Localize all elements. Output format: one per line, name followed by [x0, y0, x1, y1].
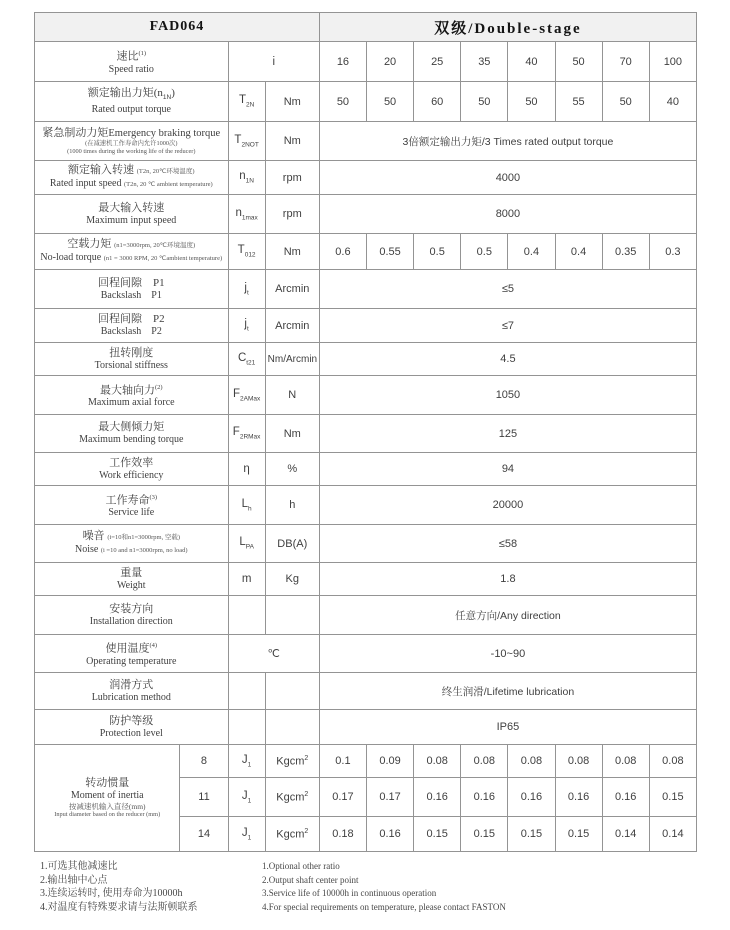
rated-output-torque-value: 40	[649, 82, 696, 122]
inertia-value: 0.08	[555, 745, 602, 778]
noise-label: 噪音 (i=10和n1=3000rpm, 空载) Noise (i =10 and n1=3000rpm, no load)	[35, 525, 229, 563]
inertia-value: 0.08	[461, 745, 508, 778]
max-bending-torque-value: 125	[319, 415, 696, 453]
row-emergency-braking-torque	[35, 122, 697, 161]
footnote-en: 2.Output shaft center point	[262, 874, 359, 885]
row-operating-temperature	[35, 635, 697, 673]
footnote-en: 3.Service life of 10000h in continuous operation	[262, 888, 437, 898]
rated-output-torque-value: 50	[319, 82, 366, 122]
backlash-p2-label: 回程间隙 P2 Backslash P2	[35, 309, 229, 343]
torsional-stiffness-label: 扭转刚度 Torsional stiffness	[35, 343, 229, 376]
speed-ratio-value: 40	[508, 42, 555, 82]
emergency-braking-torque-unit: Nm	[265, 122, 319, 161]
row-noise	[35, 525, 697, 563]
weight-label: 重量 Weight	[35, 563, 229, 596]
noise-value: ≤58	[319, 525, 696, 563]
inertia-value: 0.17	[319, 778, 366, 817]
inertia-value: 0.14	[602, 817, 649, 852]
lubrication-method-label: 润滑方式 Lubrication method	[35, 673, 229, 710]
inertia-unit: Kgcm$^2$	[265, 745, 319, 778]
row-service-life	[35, 486, 697, 525]
footnotes	[40, 860, 690, 914]
protection-level-label: 防护等级 Protection level	[35, 710, 229, 745]
work-efficiency-symbol: η	[228, 453, 265, 486]
inertia-symbol: $J_1$	[228, 778, 265, 817]
no-load-torque-unit: Nm	[265, 234, 319, 270]
operating-temperature-label: 使用温度$^{(4)}$ Operating temperature	[35, 635, 229, 673]
moment-of-inertia-label: 转动惯量 Moment of inertia 按减速机输入直径(mm) Input diameter based on the reducer (mm)	[35, 745, 180, 852]
inertia-value: 0.16	[461, 778, 508, 817]
installation-direction-symbol-empty	[228, 596, 265, 635]
max-input-speed-unit: rpm	[265, 195, 319, 234]
inertia-value: 0.16	[508, 778, 555, 817]
speed-ratio-value: 50	[555, 42, 602, 82]
speed-ratio-label: 速比$^{(1)}$ Speed ratio	[35, 42, 229, 82]
inertia-symbol: $J_1$	[228, 745, 265, 778]
footnote-zh: 3.连续运转时, 使用寿命为10000h	[40, 888, 183, 899]
spec-table	[34, 12, 697, 852]
inertia-value: 0.15	[508, 817, 555, 852]
noise-unit: DB(A)	[265, 525, 319, 563]
service-life-symbol: $L_h$	[228, 486, 265, 525]
inertia-value: 0.18	[319, 817, 366, 852]
service-life-unit: h	[265, 486, 319, 525]
rated-input-speed-symbol: $n_{1N}$	[228, 161, 265, 195]
no-load-torque-value: 0.5	[461, 234, 508, 270]
rated-output-torque-label: 额定输出力矩$(n_{1N})$ Rated output torque	[35, 82, 229, 122]
protection-level-value: IP65	[319, 710, 696, 745]
operating-temperature-value: -10~90	[319, 635, 696, 673]
row-backlash-p1	[35, 270, 697, 309]
backlash-p2-unit: Arcmin	[265, 309, 319, 343]
no-load-torque-symbol: $T_{012}$	[228, 234, 265, 270]
max-bending-torque-label: 最大侧倾力矩 Maximum bending torque	[35, 415, 229, 453]
speed-ratio-value: 100	[649, 42, 696, 82]
footnotes-chinese	[40, 860, 262, 914]
inertia-value: 0.14	[649, 817, 696, 852]
work-efficiency-label: 工作效率 Work efficiency	[35, 453, 229, 486]
service-life-label: 工作寿命$^{(3)}$ Service life	[35, 486, 229, 525]
row-torsional-stiffness	[35, 343, 697, 376]
inertia-value: 0.15	[649, 778, 696, 817]
inertia-value: 0.15	[414, 817, 461, 852]
stage-title: 双级/Double-stage	[319, 13, 696, 42]
inertia-diameter: 11	[180, 778, 228, 817]
installation-direction-unit-empty	[265, 596, 319, 635]
weight-value: 1.8	[319, 563, 696, 596]
inertia-value: 0.15	[461, 817, 508, 852]
backlash-p1-symbol: $j_t$	[228, 270, 265, 309]
installation-direction-label: 安装方向 Installation direction	[35, 596, 229, 635]
protection-level-symbol-empty	[228, 710, 265, 745]
inertia-value: 0.16	[555, 778, 602, 817]
emergency-braking-torque-value: 3倍额定输出力矩/3 Times rated output torque	[319, 122, 696, 161]
row-max-input-speed	[35, 195, 697, 234]
noise-symbol: $L_{PA}$	[228, 525, 265, 563]
service-life-value: 20000	[319, 486, 696, 525]
inertia-value: 0.09	[367, 745, 414, 778]
rated-input-speed-value: 4000	[319, 161, 696, 195]
weight-symbol: m	[228, 563, 265, 596]
speed-ratio-value: 70	[602, 42, 649, 82]
speed-ratio-symbol: i	[228, 42, 319, 82]
inertia-unit: Kgcm$^2$	[265, 817, 319, 852]
footnote-zh: 2.输出轴中心点	[40, 874, 108, 886]
inertia-value: 0.17	[367, 778, 414, 817]
rated-output-torque-unit: Nm	[265, 82, 319, 122]
max-input-speed-value: 8000	[319, 195, 696, 234]
torsional-stiffness-value: 4.5	[319, 343, 696, 376]
footnote-en: 1.Optional other ratio	[262, 861, 340, 871]
rated-output-torque-value: 60	[414, 82, 461, 122]
row-weight	[35, 563, 697, 596]
row-speed-ratio	[35, 42, 697, 82]
rated-output-torque-value: 50	[461, 82, 508, 122]
footnote-zh: 4.对温度有特殊要求请与法斯顿联系	[40, 901, 198, 913]
no-load-torque-value: 0.5	[414, 234, 461, 270]
emergency-braking-torque-symbol: $T_{2NOT}$	[228, 122, 265, 161]
rated-output-torque-value: 50	[508, 82, 555, 122]
footnote-zh: 1.可选其他减速比	[40, 861, 118, 872]
no-load-torque-value: 0.4	[508, 234, 555, 270]
inertia-value: 0.1	[319, 745, 366, 778]
max-bending-torque-symbol: $F_{2RMax}$	[228, 415, 265, 453]
torsional-stiffness-symbol: $C_{t21}$	[228, 343, 265, 376]
backlash-p1-label: 回程间隙 P1 Backslash P1	[35, 270, 229, 309]
inertia-symbol: $J_1$	[228, 817, 265, 852]
row-work-efficiency	[35, 453, 697, 486]
max-axial-force-label: 最大轴向力$^{(2)}$ Maximum axial force	[35, 376, 229, 415]
speed-ratio-value: 35	[461, 42, 508, 82]
inertia-unit: Kgcm$^2$	[265, 778, 319, 817]
installation-direction-value: 任意方向/Any direction	[319, 596, 696, 635]
backlash-p1-unit: Arcmin	[265, 270, 319, 309]
speed-ratio-value: 20	[367, 42, 414, 82]
max-input-speed-label: 最大输入转速 Maximum input speed	[35, 195, 229, 234]
inertia-value: 0.16	[602, 778, 649, 817]
row-protection-level	[35, 710, 697, 745]
row-rated-output-torque	[35, 82, 697, 122]
footnote-en: 4.For special requirements on temperature, please contact FASTON	[262, 901, 506, 912]
backlash-p2-symbol: $j_t$	[228, 309, 265, 343]
row-installation-direction	[35, 596, 697, 635]
torsional-stiffness-unit: Nm/Arcmin	[265, 343, 319, 376]
rated-input-speed-label: 额定输入转速 (T2n, 20℃环境温度) Rated input speed (T2n, 20 ℃ ambient temperature)	[35, 161, 229, 195]
inertia-diameter: 8	[180, 745, 228, 778]
backlash-p2-value: ≤7	[319, 309, 696, 343]
inertia-value: 0.08	[602, 745, 649, 778]
emergency-braking-torque-label: 紧急制动力矩Emergency braking torque (在减速机工作寿命内允许1000次) (1000 times during the working life of the reducer)	[35, 122, 229, 161]
inertia-value: 0.08	[508, 745, 555, 778]
rated-output-torque-value: 50	[602, 82, 649, 122]
no-load-torque-label: 空载力矩 (n1=3000rpm, 20℃环境温度) No-load torque (n1 = 3000 RPM, 20 ℃ambient temperature)	[35, 234, 229, 270]
no-load-torque-value: 0.4	[555, 234, 602, 270]
inertia-value: 0.08	[414, 745, 461, 778]
footnotes-english	[262, 860, 682, 914]
protection-level-unit-empty	[265, 710, 319, 745]
row-max-axial-force	[35, 376, 697, 415]
model-title: FAD064	[35, 13, 320, 42]
max-axial-force-symbol: $F_{2AMax}$	[228, 376, 265, 415]
max-input-speed-symbol: $n_{1max}$	[228, 195, 265, 234]
max-bending-torque-unit: Nm	[265, 415, 319, 453]
lubrication-method-symbol-empty	[228, 673, 265, 710]
speed-ratio-value: 16	[319, 42, 366, 82]
rated-output-torque-value: 55	[555, 82, 602, 122]
no-load-torque-value: 0.55	[367, 234, 414, 270]
rated-output-torque-symbol: $T_{2N}$	[228, 82, 265, 122]
row-lubrication-method	[35, 673, 697, 710]
operating-temperature-unit: ℃	[228, 635, 319, 673]
rated-output-torque-value: 50	[367, 82, 414, 122]
no-load-torque-value: 0.3	[649, 234, 696, 270]
inertia-value: 0.16	[367, 817, 414, 852]
speed-ratio-value: 25	[414, 42, 461, 82]
lubrication-method-value: 终生润滑/Lifetime lubrication	[319, 673, 696, 710]
work-efficiency-unit: %	[265, 453, 319, 486]
lubrication-method-unit-empty	[265, 673, 319, 710]
inertia-diameter: 14	[180, 817, 228, 852]
work-efficiency-value: 94	[319, 453, 696, 486]
inertia-value: 0.16	[414, 778, 461, 817]
no-load-torque-value: 0.35	[602, 234, 649, 270]
row-no-load-torque	[35, 234, 697, 270]
inertia-value: 0.15	[555, 817, 602, 852]
row-rated-input-speed	[35, 161, 697, 195]
table-header-row	[35, 13, 697, 42]
row-max-bending-torque	[35, 415, 697, 453]
no-load-torque-value: 0.6	[319, 234, 366, 270]
max-axial-force-value: 1050	[319, 376, 696, 415]
rated-input-speed-unit: rpm	[265, 161, 319, 195]
weight-unit: Kg	[265, 563, 319, 596]
row-backlash-p2	[35, 309, 697, 343]
row-inertia-d8	[35, 745, 697, 778]
max-axial-force-unit: N	[265, 376, 319, 415]
backlash-p1-value: ≤5	[319, 270, 696, 309]
inertia-value: 0.08	[649, 745, 696, 778]
